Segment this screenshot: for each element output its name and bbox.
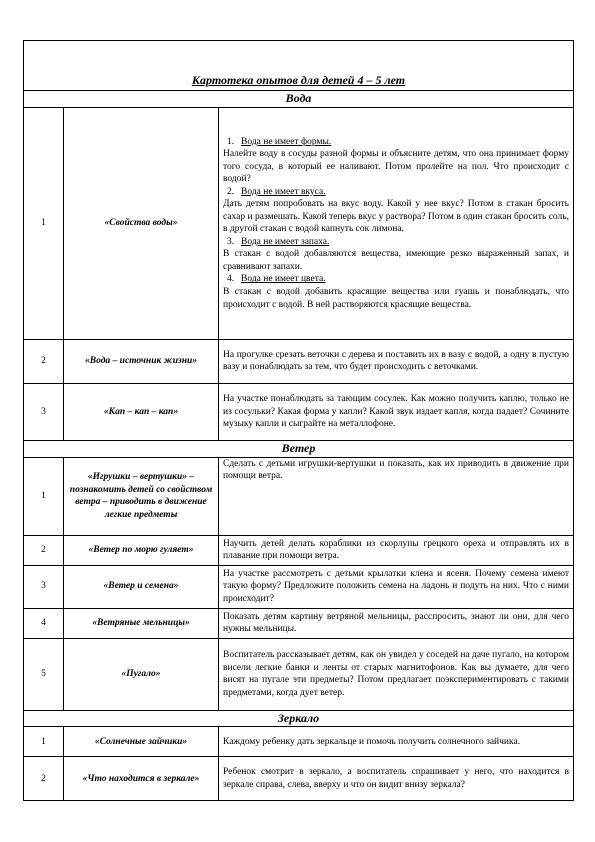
subitem-text: Налейте воду в сосуды разной формы и объясните детям, что она принимает форму того сосуда, в который ее наливают. Потом пролейте на пол. Что происходит с водой? bbox=[223, 149, 569, 185]
row-number: 2 bbox=[24, 535, 64, 565]
experiment-description: Сделать с детьми игрушки-вертушки и показать, как их приводить в движение при помощи ветра. bbox=[219, 457, 574, 535]
section-header-water bbox=[24, 91, 574, 108]
subitem-text: В стакан с водой добавить красящие вещества или гуашь и понаблюдать, что происходит с водой. В ней растворяются красящие вещества. bbox=[223, 286, 569, 310]
table-row bbox=[24, 339, 574, 383]
section-title: Вода bbox=[24, 91, 574, 108]
experiment-description: На участке понаблюдать за тающим сосулек. Как можно получить каплю, только не из сосульки? Какая форма у капли? Какой звук издает капля, когда падает? Сочините музыку капли и сыграйте на металлофоне. bbox=[219, 383, 574, 440]
experiment-description: На участке рассмотреть с детьми крылатки клена и ясеня. Почему семена имеют такую форму? Предложите положить семена на ладонь и подуть на них. Что с ними происходит? bbox=[219, 565, 574, 608]
experiment-name: «Пугало» bbox=[64, 638, 219, 710]
subitem-heading bbox=[223, 273, 569, 286]
subitem-title: Вода не имеет цвета. bbox=[241, 274, 326, 285]
experiment-description bbox=[219, 107, 574, 339]
table-row bbox=[24, 107, 574, 339]
subitem-text: Дать детям попробовать на вкус воду. Какой у нее вкус? Потом в стакан бросить сахар и размешать. Какой теперь вкус у раствора? Потом в один стакан бросить соль, в другой стакан с водой капнуть сок лимона. bbox=[223, 199, 569, 235]
table-row bbox=[24, 457, 574, 535]
row-number: 1 bbox=[24, 727, 64, 757]
experiment-name: «Ветряные мельницы» bbox=[64, 608, 219, 638]
experiment-description: Каждому ребенку дать зеркальце и помочь получить солнечного зайчика. bbox=[219, 727, 574, 757]
subitem-number: 1. bbox=[227, 136, 235, 147]
subitem-title: Вода не имеет вкуса. bbox=[241, 186, 326, 197]
subitem-title: Вода не имеет запаха. bbox=[241, 236, 330, 247]
subitem-heading bbox=[223, 186, 569, 199]
row-number: 3 bbox=[24, 383, 64, 440]
row-number: 5 bbox=[24, 638, 64, 710]
row-number: 3 bbox=[24, 565, 64, 608]
table-row bbox=[24, 727, 574, 757]
section-header-wind bbox=[24, 440, 574, 457]
experiment-name: «Ветер и семена» bbox=[64, 565, 219, 608]
section-title: Ветер bbox=[24, 440, 574, 457]
table-row bbox=[24, 383, 574, 440]
table-row bbox=[24, 757, 574, 801]
experiment-description: Воспитатель рассказывает детям, как он увидел у соседей на даче пугало, на котором висели легкие банки и ленты от старых магнитофонов. Как вы думаете, для чего висят на пугале эти предметы? Потом предлагает поэкспериментировать с такими предметами, когда дует ветер. bbox=[219, 638, 574, 710]
experiment-description: Научить детей делать кораблики из скорлупы грецкого ореха и отправлять их в плавание при помощи ветра. bbox=[219, 535, 574, 565]
experiment-name: «Ветер по морю гуляет» bbox=[64, 535, 219, 565]
experiment-description: Ребенок смотрит в зеркало, а воспитатель спрашивает у него, что находится в зеркале справа, слева, вверху и что он видит внизу зеркала? bbox=[219, 757, 574, 801]
experiment-name: «Что находится в зеркале» bbox=[64, 757, 219, 801]
experiment-name: «Солнечные зайчики» bbox=[64, 727, 219, 757]
subitem-heading bbox=[223, 236, 569, 249]
document-title: Картотека опытов для детей 4 – 5 лет bbox=[24, 41, 574, 91]
experiment-name: «Вода – источник жизни» bbox=[64, 339, 219, 383]
section-header-mirror bbox=[24, 710, 574, 727]
row-number: 1 bbox=[24, 457, 64, 535]
experiments-table bbox=[23, 40, 574, 801]
table-row bbox=[24, 608, 574, 638]
experiment-name: «Кап – кап – кап» bbox=[64, 383, 219, 440]
section-title: Зеркало bbox=[24, 710, 574, 727]
subitem-title: Вода не имеет формы. bbox=[241, 136, 332, 147]
experiment-name: «Игрушки – вертушки» – познакомить детей со свойством ветра – приводить в движение легкие предметы bbox=[64, 457, 219, 535]
experiment-name: «Свойства воды» bbox=[64, 107, 219, 339]
row-number: 4 bbox=[24, 608, 64, 638]
row-number: 2 bbox=[24, 757, 64, 801]
row-number: 1 bbox=[24, 107, 64, 339]
table-row bbox=[24, 535, 574, 565]
subitem-number: 4. bbox=[227, 274, 235, 285]
row-number: 2 bbox=[24, 339, 64, 383]
subitem-number: 3. bbox=[227, 236, 235, 247]
table-row bbox=[24, 638, 574, 710]
experiment-description: На прогулке срезать веточки с дерева и поставить их в вазу с водой, а одну в пустую вазу и понаблюдать за тем, что будет происходить с веточками. bbox=[219, 339, 574, 383]
experiment-description: Показать детям картину ветряной мельницы, расспросить, знают ли они, для чего нужны мельницы. bbox=[219, 608, 574, 638]
subitem-text: В стакан с водой добавляются вещества, имеющие резко выраженный запах, и сравнивают запахи. bbox=[223, 249, 569, 272]
title-row bbox=[24, 41, 574, 91]
table-row bbox=[24, 565, 574, 608]
subitem-heading bbox=[223, 136, 569, 149]
subitem-number: 2. bbox=[227, 186, 235, 197]
